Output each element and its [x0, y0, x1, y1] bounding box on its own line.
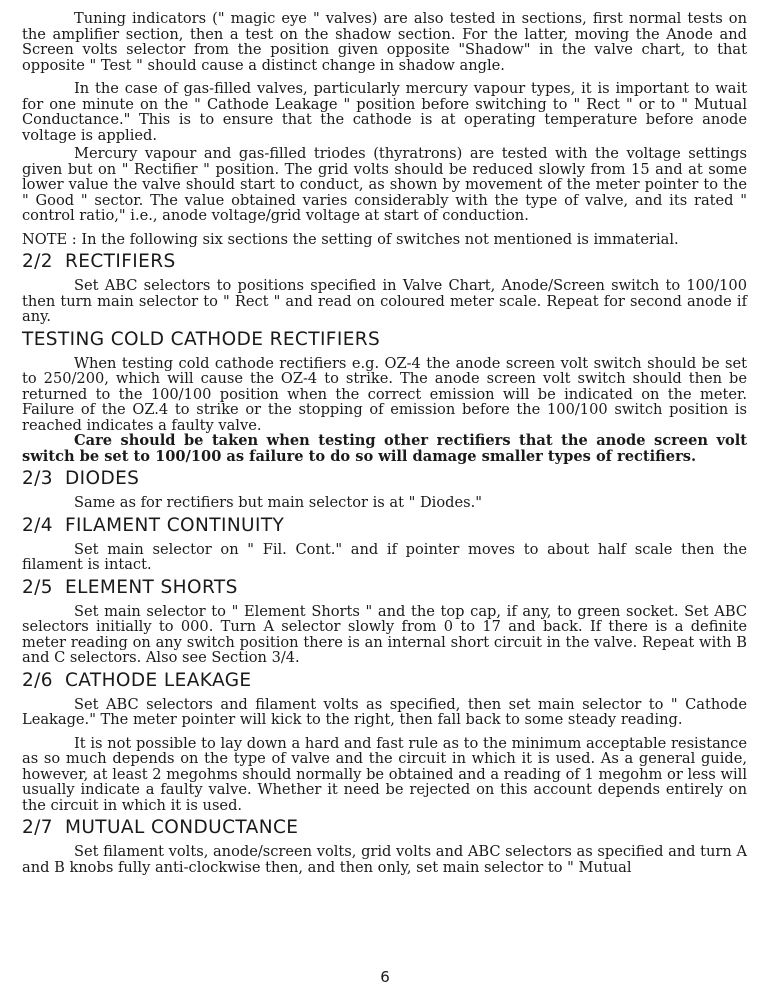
document-page — [22, 11, 747, 875]
section-heading-cold-cathode — [22, 329, 747, 350]
page-number: 6 — [380, 968, 390, 986]
section-number: 2/4 — [22, 514, 53, 536]
mutual-conductance-paragraph: Set filament volts, anode/screen volts, grid volts and ABC selectors as specified and turn A and B knobs fully anti-clockwise then, and then only, set main selector to " Mutual — [22, 843, 747, 876]
section-number: 2/5 — [22, 576, 53, 598]
cold-cathode-paragraph: When testing cold cathode rectifiers e.g. OZ-4 the anode screen volt switch should be set to 250/200, which will cause the OZ-4 to strike. The anode screen volt switch should then be returned to the 100/100 position when the correct emission will be indicated on the meter. Failure of the OZ.4 to strike or the stopping of emission before the 100/100 switch position is reached indicates a faulty valve. — [22, 354, 747, 434]
intro-paragraph-tuning-indicators: Tuning indicators (" magic eye " valves) are also tested in sections, first normal tests on the amplifier section, then a test on the shadow section. For the latter, moving the Anode and Screen volts selector from the position given opposite "Shadow" in the valve chart, to that opposite " Test " should cause a distinct change in shadow angle. — [22, 10, 747, 74]
section-number: 2/6 — [22, 669, 53, 691]
intro-paragraph-thyratrons: Mercury vapour and gas-filled triodes (thyratrons) are tested with the voltage settings given but on " Rectifier " position. The grid volts should be reduced slowly from 15 and at some lower value the valve should start to conduct, as shown by movement of the meter pointer to the " Good " sector. The value obtained varies considerably with the type of valve, and its rated " control ratio," i.e., anode voltage/grid voltage at start of conduction. — [22, 145, 747, 224]
section-title: ELEMENT SHORTS — [64, 576, 238, 598]
intro-paragraph-gas-filled: In the case of gas-filled valves, particularly mercury vapour types, it is important to wait for one minute on the " Cathode Leakage " position before switching to " Rect " or to " Mutual Conductance." This is to ensure that the cathode is at operating temperature before anode voltage is applied. — [22, 80, 747, 144]
rectifiers-paragraph: Set ABC selectors to positions specified in Valve Chart, Anode/Screen switch to 100/100 then turn main selector to " Rect " and read on coloured meter scale. Repeat for second anode if any. — [22, 277, 747, 325]
section-heading-mutual-conductance — [22, 817, 747, 838]
cathode-leakage-paragraph-1: Set ABC selectors and filament volts as specified, then set main selector to " Cathode Leakage." The meter pointer will kick to the right, then fall back to some steady reading. — [22, 695, 747, 728]
section-heading-rectifiers — [22, 251, 747, 272]
section-heading-cathode-leakage — [22, 670, 747, 691]
section-title: FILAMENT CONTINUITY — [64, 514, 285, 536]
section-heading-element-shorts — [22, 577, 747, 598]
note-paragraph: NOTE : In the following six sections the setting of switches not mentioned is immaterial. — [22, 230, 679, 248]
section-number: 2/2 — [22, 251, 53, 272]
diodes-paragraph: Same as for rectifiers but main selector is at " Diodes." — [74, 494, 482, 511]
section-heading-diodes — [22, 468, 747, 489]
section-title: DIODES — [64, 468, 140, 489]
cold-cathode-warning: Care should be taken when testing other rectifiers that the anode screen volt switch be set to 100/100 as failure to do so will damage smaller types of rectifiers. — [22, 432, 747, 465]
section-title: MUTUAL CONDUCTANCE — [64, 817, 299, 838]
element-shorts-paragraph: Set main selector to " Element Shorts " and the top cap, if any, to green socket. Set ABC selectors initially to 000. Turn A selector slowly from 0 to 17 and back. If there is a definite meter reading on any switch position there is an internal short circuit in the valve. Repeat with B and C selectors. Also see Section 3/4. — [22, 602, 747, 666]
cathode-leakage-paragraph-2: It is not possible to lay down a hard and fast rule as to the minimum acceptable resistance as so much depends on the type of valve and the circuit in which it is used. As a general guide, however, at least 2 megohms should normally be obtained and a reading of 1 megohm or less will usually indicate a faulty valve. Whether it need be rejected on this account depends entirely on the circuit in which it is used. — [22, 734, 747, 814]
section-title: RECTIFIERS — [64, 251, 176, 272]
section-title: CATHODE LEAKAGE — [64, 669, 252, 691]
section-heading-filament-continuity — [22, 515, 747, 536]
section-title: TESTING COLD CATHODE RECTIFIERS — [22, 328, 381, 350]
section-number: 2/3 — [22, 468, 53, 489]
section-number: 2/7 — [22, 817, 53, 838]
filament-paragraph: Set main selector on " Fil. Cont." and if pointer moves to about half scale then the filament is intact. — [22, 540, 747, 573]
